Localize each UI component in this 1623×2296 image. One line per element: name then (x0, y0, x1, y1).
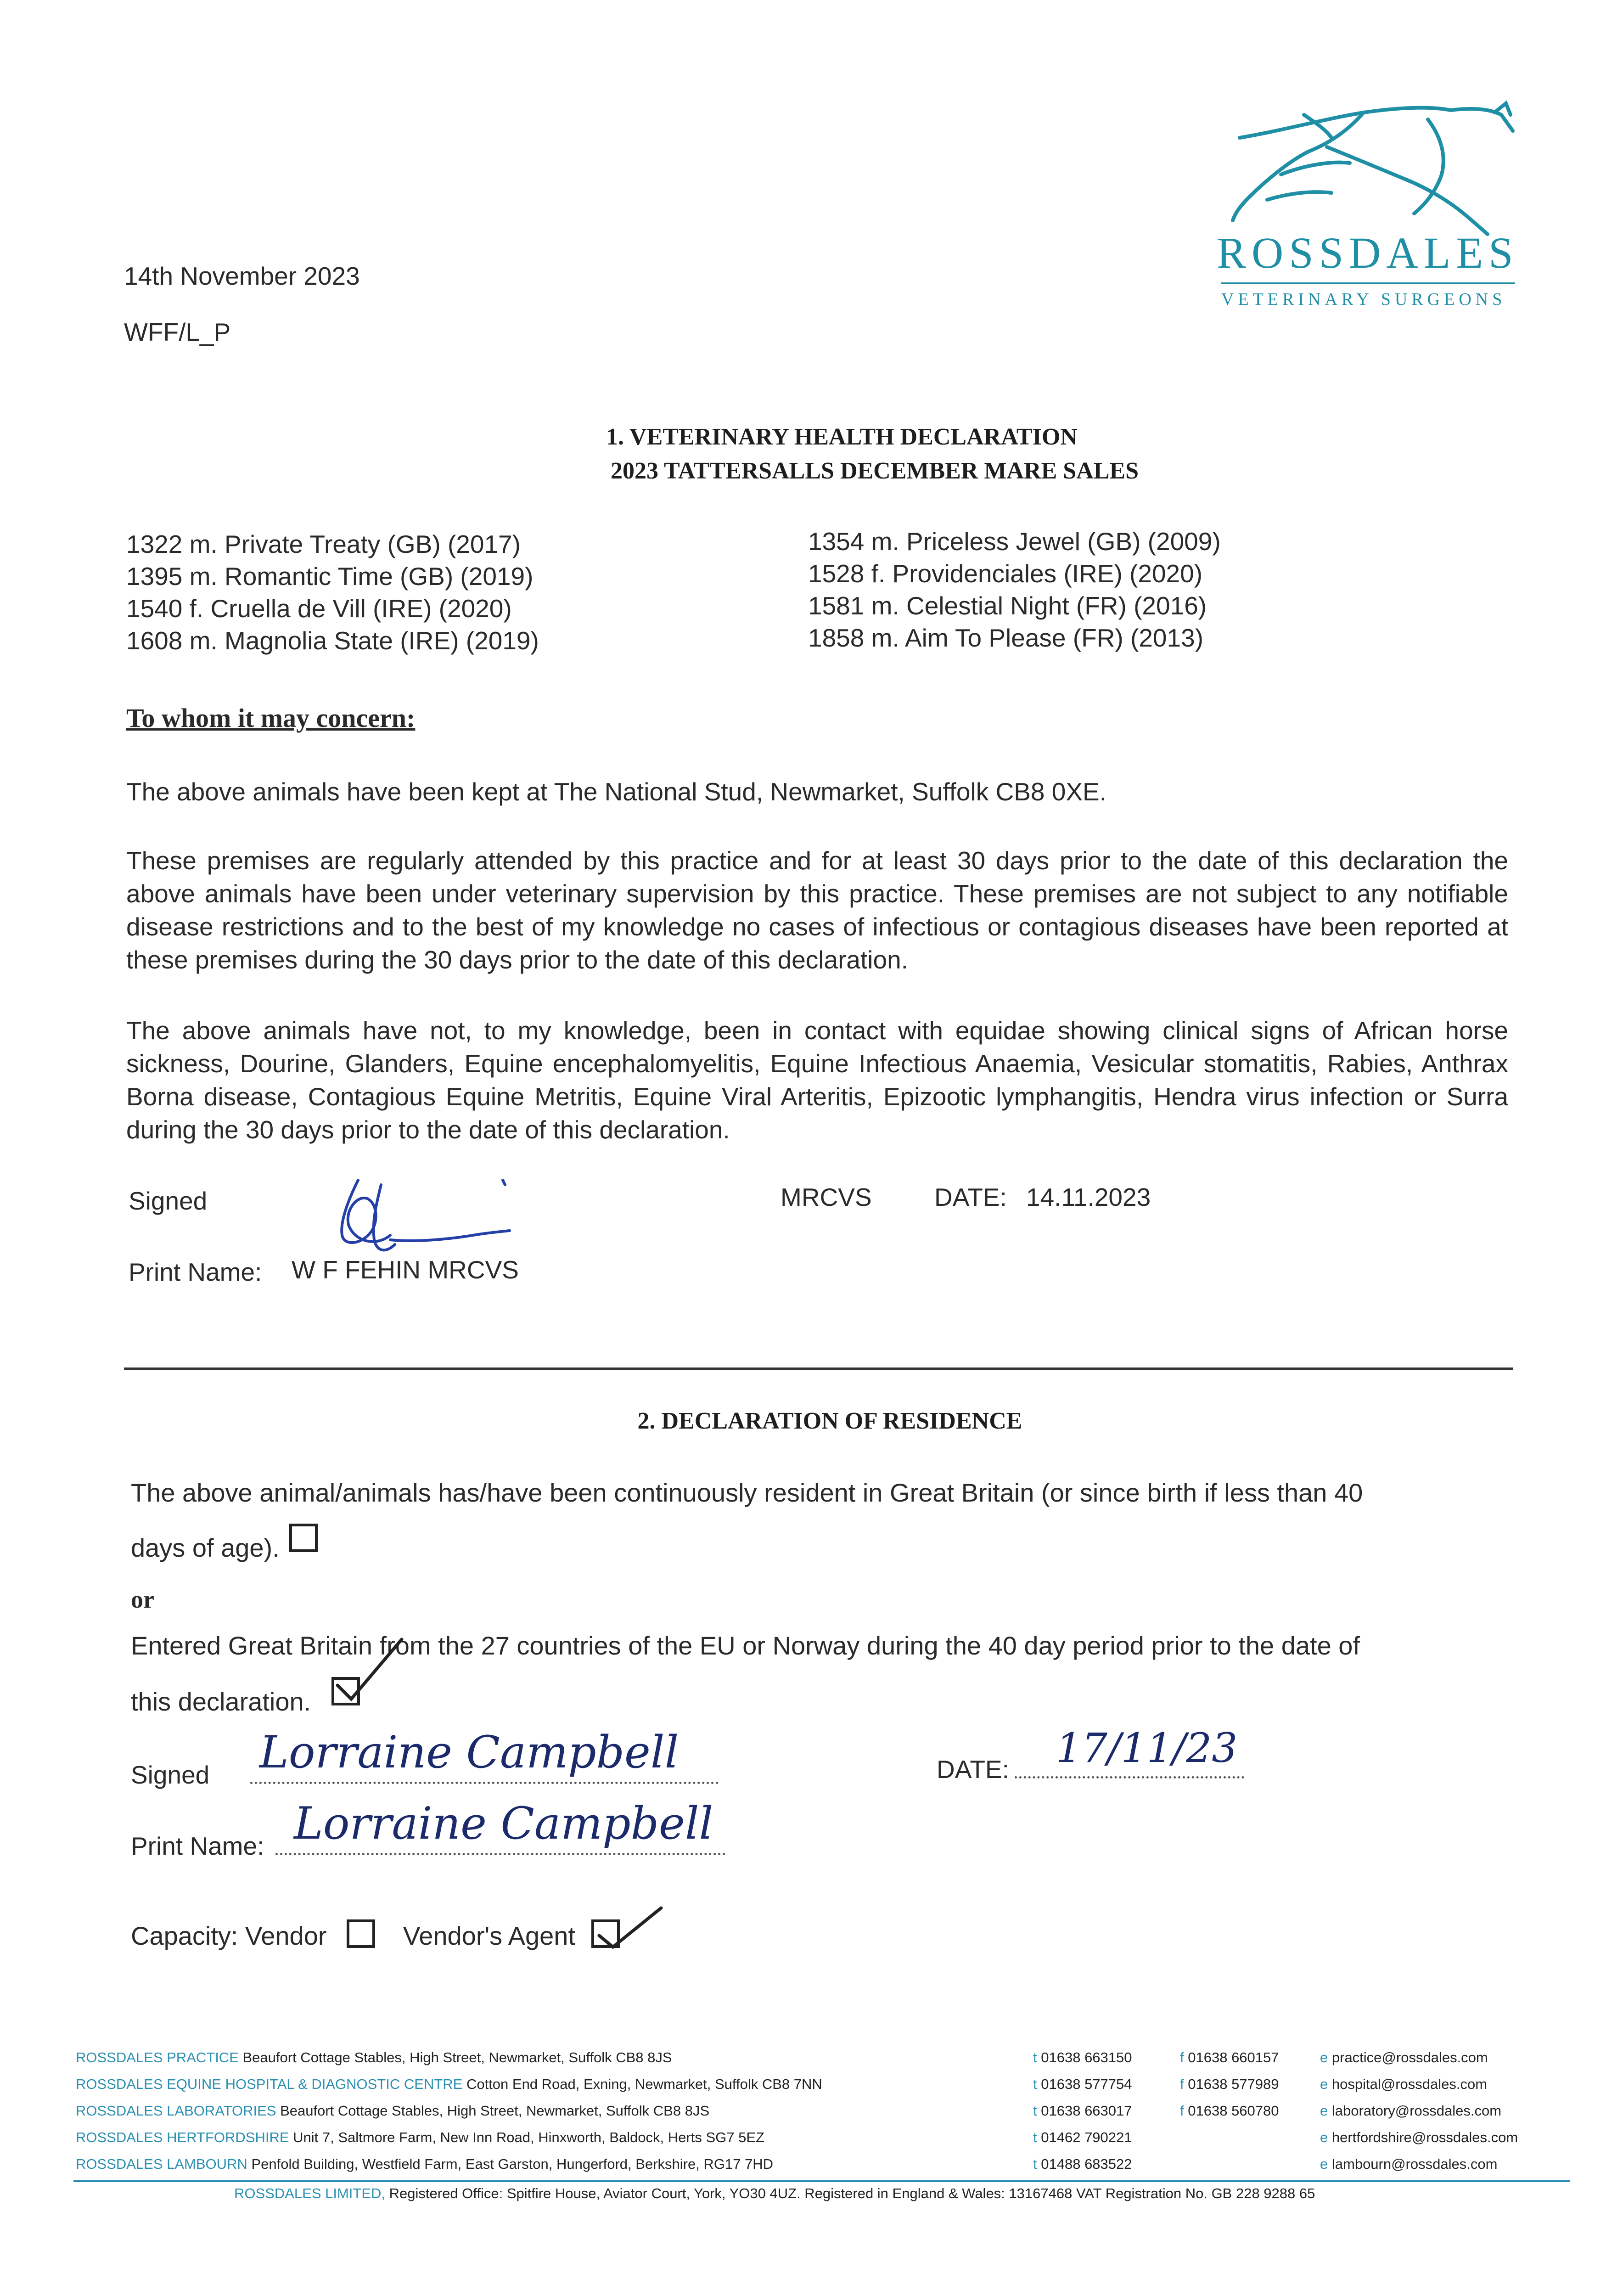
list-item: 1354 m. Priceless Jewel (GB) (2009) (808, 527, 1221, 556)
section2-heading: 2. DECLARATION OF RESIDENCE (637, 1408, 1022, 1434)
paragraph-diseases: The above animals have not, to my knowledge, been in contact with equidae showing clinical signs of African horse sickness, Dourine, Glanders, Equine encephalomyelitis, Equine Infectious Anaemia, Vesicular stomatitis, Rabies, Anthrax Borna disease, Contagious Equine Metritis, Equine Viral Arteritis, Epizootic lymphangitis, Hendra virus infection or Surra during the 30 days prior to the date of this declaration. (126, 1016, 1508, 1144)
email-icon: e (1320, 2049, 1328, 2065)
vet-signed-label: Signed (129, 1187, 208, 1215)
checkmark-icon (592, 1903, 666, 1954)
brand-divider (1221, 282, 1515, 284)
fax-icon: f (1180, 2076, 1184, 2092)
residence-option1-line2: days of age). (131, 1533, 280, 1562)
owner-date-line (1015, 1776, 1244, 1778)
footer-row (76, 2124, 822, 2151)
footer-phone: 01638 663150 (1041, 2049, 1132, 2065)
footer-email[interactable]: laboratory@rossdales.com (1331, 2103, 1502, 2119)
animal-list-left (126, 528, 539, 657)
owner-signed-label: Signed (131, 1761, 210, 1789)
list-item: 1322 m. Private Treaty (GB) (2017) (126, 530, 521, 558)
footer-registered (234, 2180, 1315, 2207)
footer-faxes (1180, 2044, 1279, 2124)
list-item: 1858 m. Aim To Please (FR) (2013) (808, 624, 1204, 652)
footer-label: ROSSDALES PRACTICE (76, 2049, 239, 2065)
phone-icon: t (1033, 2103, 1037, 2119)
footer-address: Beaufort Cottage Stables, High Street, Newmarket, Suffolk CB8 8JS (242, 2049, 672, 2065)
phone-icon: t (1033, 2129, 1037, 2145)
owner-print-name-value: Lorraine Campbell (294, 1798, 713, 1849)
footer-registered-text: Registered Office: Spitfire House, Aviator Court, York, YO30 4UZ. Registered in England & Wales: 13167468 VAT Registration No. GB 228 9288 65 (389, 2185, 1315, 2201)
capacity-vendor-checkbox[interactable] (347, 1919, 375, 1948)
letterhead-logo (1212, 87, 1524, 326)
paragraph-premises: The above animals have been kept at The National Stud, Newmarket, Suffolk CB8 0XE. (126, 777, 1107, 806)
horse-logo-icon (1212, 87, 1524, 243)
list-item: 1581 m. Celestial Night (FR) (2016) (808, 591, 1207, 620)
brand-tagline: VETERINARY SURGEONS (1221, 290, 1506, 309)
footer-email[interactable]: lambourn@rossdales.com (1331, 2156, 1498, 2172)
footer-label: ROSSDALES EQUINE HOSPITAL & DIAGNOSTIC CENTRE (76, 2076, 463, 2092)
footer-label: ROSSDALES HERTFORDSHIRE (76, 2129, 289, 2145)
footer-fax: 01638 660157 (1188, 2049, 1279, 2065)
section1-subheading: 2023 TATTERSALLS DECEMBER MARE SALES (611, 458, 1139, 484)
capacity-vendor-label: Capacity: Vendor (131, 1921, 327, 1950)
vet-date-value: 14.11.2023 (1026, 1183, 1151, 1211)
footer-email[interactable]: practice@rossdales.com (1331, 2049, 1488, 2065)
email-icon: e (1320, 2129, 1328, 2145)
footer-address: Cotton End Road, Exning, Newmarket, Suffolk CB8 7NN (466, 2076, 822, 2092)
residence-option2-line2: this declaration. (131, 1687, 311, 1716)
footer-emails (1320, 2044, 1518, 2178)
footer-phone: 01488 683522 (1041, 2156, 1132, 2172)
capacity-agent-label: Vendor's Agent (403, 1921, 575, 1950)
footer-fax: 01638 560780 (1188, 2103, 1279, 2119)
owner-print-name-line (275, 1853, 725, 1855)
owner-date-label: DATE: (937, 1755, 1009, 1784)
footer-row (76, 2071, 822, 2098)
brand-name: ROSSDALES (1217, 228, 1519, 277)
residence-option1-line1: The above animal/animals has/have been continuously resident in Great Britain (or since birth if less than 40 (131, 1478, 1363, 1507)
footer-row (76, 2044, 822, 2071)
phone-icon: t (1033, 2049, 1037, 2065)
animal-list-right (808, 525, 1221, 654)
phone-icon: t (1033, 2156, 1037, 2172)
vet-date-label: DATE: (934, 1183, 1007, 1211)
footer-email[interactable]: hospital@rossdales.com (1331, 2076, 1488, 2092)
vet-print-name-value: W F FEHIN MRCVS (292, 1255, 519, 1284)
vet-print-name-label: Print Name: (129, 1258, 262, 1286)
email-icon: e (1320, 2103, 1328, 2119)
residence-option2-line1: Entered Great Britain from the 27 countries of the EU or Norway during the 40 day period prior to the date of (131, 1631, 1360, 1660)
owner-signature: Lorraine Campbell (259, 1727, 679, 1778)
footer-fax: 01638 577989 (1188, 2076, 1279, 2092)
footer-addresses (76, 2044, 822, 2178)
owner-date-value: 17/11/23 (1056, 1724, 1238, 1772)
footer-phone: 01462 790221 (1041, 2129, 1132, 2145)
footer-label: ROSSDALES LAMBOURN (76, 2156, 247, 2172)
phone-icon: t (1033, 2076, 1037, 2092)
list-item: 1395 m. Romantic Time (GB) (2019) (126, 562, 534, 591)
email-icon: e (1320, 2156, 1328, 2172)
list-item: 1540 f. Cruella de Vill (IRE) (2020) (126, 594, 512, 623)
section1-heading: 1. VETERINARY HEALTH DECLARATION (606, 424, 1078, 450)
email-icon: e (1320, 2076, 1328, 2092)
list-item: 1528 f. Providenciales (IRE) (2020) (808, 559, 1203, 588)
footer-row (76, 2098, 822, 2124)
footer-address: Penfold Building, Westfield Farm, East Garston, Hungerford, Berkshire, RG17 7HD (251, 2156, 774, 2172)
fax-icon: f (1180, 2103, 1184, 2119)
footer-phone: 01638 663017 (1041, 2103, 1132, 2119)
owner-print-name-label: Print Name: (131, 1832, 264, 1860)
section-divider (124, 1367, 1513, 1370)
footer-address: Beaufort Cottage Stables, High Street, Newmarket, Suffolk CB8 8JS (280, 2103, 710, 2119)
footer-email[interactable]: hertfordshire@rossdales.com (1331, 2129, 1518, 2145)
salutation: To whom it may concern: (126, 703, 416, 733)
paragraph-supervision: These premises are regularly attended by this practice and for at least 30 days prior to the date of this declaration the above animals have been under veterinary supervision by this practice. These premises are not subject to any notifiable disease restrictions and to the best of my knowledge no cases of infectious or contagious diseases have been reported at these premises during the 30 days prior to the date of this declaration. (126, 846, 1508, 974)
letter-date: 14th November 2023 (124, 262, 360, 290)
list-item: 1608 m. Magnolia State (IRE) (2019) (126, 626, 539, 655)
fax-icon: f (1180, 2049, 1184, 2065)
footer-row (76, 2151, 822, 2178)
owner-signed-line (250, 1782, 719, 1784)
residence-option1-checkbox[interactable] (289, 1524, 318, 1552)
mrcvs-label: MRCVS (781, 1183, 872, 1211)
letter-reference: WFF/L_P (124, 318, 231, 346)
footer-address: Unit 7, Saltmore Farm, New Inn Road, Hinxworth, Baldock, Herts SG7 5EZ (293, 2129, 764, 2145)
footer-telephones (1033, 2044, 1132, 2178)
footer-company-label: ROSSDALES LIMITED, (234, 2185, 386, 2201)
footer-phone: 01638 577754 (1041, 2076, 1132, 2092)
checkmark-icon (328, 1635, 406, 1704)
or-label: or (131, 1586, 154, 1613)
footer-label: ROSSDALES LABORATORIES (76, 2103, 276, 2119)
